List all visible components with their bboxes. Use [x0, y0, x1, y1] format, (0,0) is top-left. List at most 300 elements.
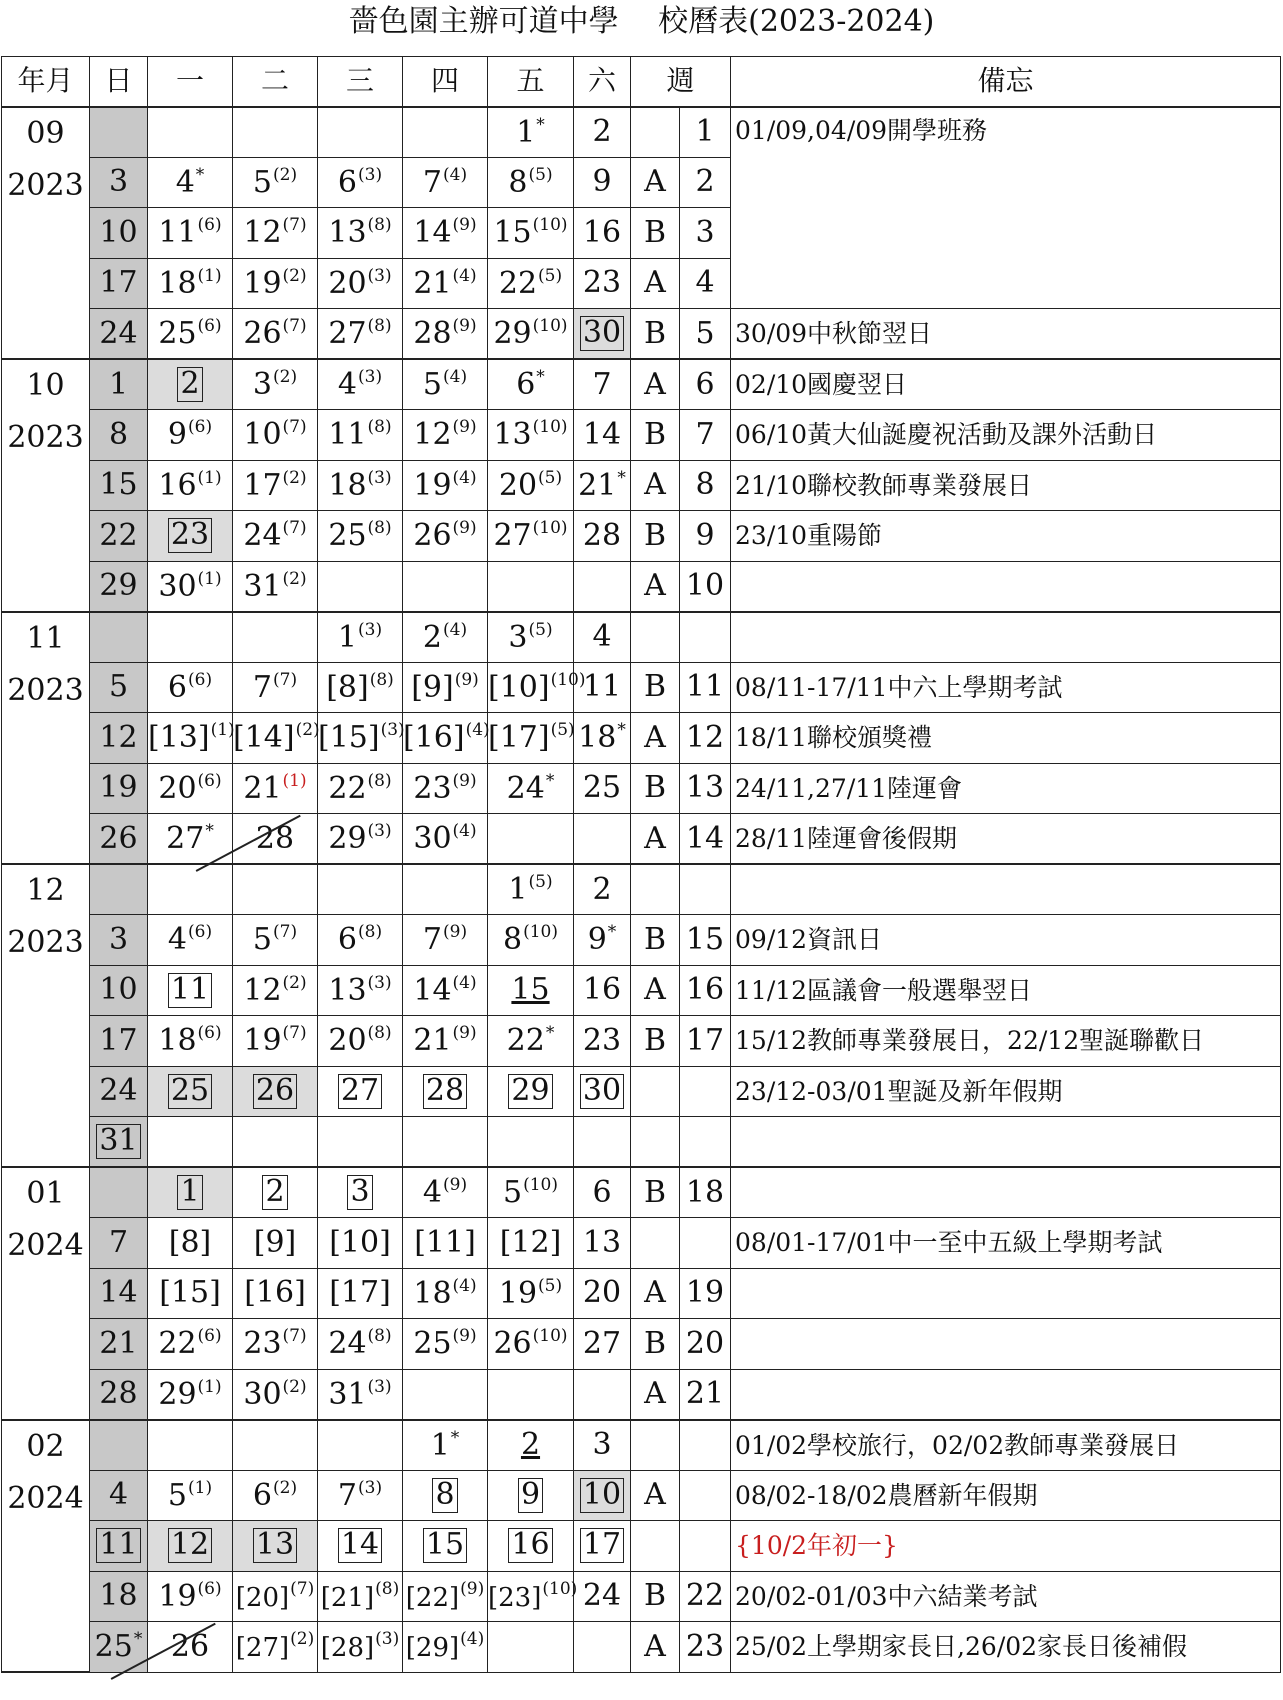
day-number: 10: [99, 214, 138, 250]
week-row: [2, 460, 1281, 511]
day-marker: (3): [367, 265, 392, 286]
day-cell-sat: [574, 1319, 631, 1370]
week-number: 15: [680, 915, 731, 966]
day-cell-sun: [90, 410, 148, 461]
day-cell-thu: [403, 1218, 488, 1269]
day-marker: (8): [358, 922, 383, 943]
day-marker: (10): [532, 1326, 568, 1347]
day-cell-wed: [318, 561, 403, 612]
day-cell-mon: [148, 864, 233, 915]
year-label: 2023: [7, 420, 84, 455]
remark-cell: 11/12區議會一般選舉翌日: [731, 965, 1281, 1016]
remark-cell: 01/02學校旅行，02/02教師專業發展日: [731, 1420, 1281, 1471]
day-cell-sat: [574, 1268, 631, 1319]
day-cell-wed: [318, 1622, 403, 1673]
day-cell-mon: [148, 662, 233, 713]
day-cell-sun: [90, 1268, 148, 1319]
week-row: [2, 1117, 1281, 1168]
day-cell-fri: [488, 713, 574, 764]
day-marker: (10): [523, 922, 558, 943]
day-cell-thu: [403, 157, 488, 208]
day-marker: (4): [452, 467, 477, 488]
day-cell-wed: [318, 965, 403, 1016]
day-cell-fri: [488, 1571, 578, 1622]
day-cell-mon: [148, 1420, 233, 1471]
day-number: 27: [338, 1074, 382, 1109]
day-cell-wed: [318, 1521, 403, 1572]
day-marker: (9): [454, 669, 479, 690]
week-number: 21: [680, 1369, 731, 1420]
day-marker: (10): [532, 316, 568, 336]
day-cell-thu: [403, 915, 488, 966]
week-row: [2, 561, 1281, 612]
day-marker: (2): [282, 568, 307, 589]
day-marker: (2): [273, 367, 298, 387]
day-number: 2: [592, 114, 612, 149]
day-number: 31: [243, 568, 282, 604]
day-marker: *: [545, 770, 555, 791]
day-marker: (5): [528, 872, 553, 892]
remark-cell: [731, 1117, 1281, 1168]
day-cell-thu: [403, 410, 488, 461]
day-cell-thu: [403, 1319, 488, 1370]
day-number: 4: [108, 1477, 129, 1513]
day-number: 10: [580, 1478, 624, 1513]
day-cell-mon: [148, 763, 233, 814]
day-cell-sun: [90, 460, 148, 511]
day-number: 3: [108, 921, 129, 957]
day-marker: (6): [197, 215, 222, 236]
day-marker: (2): [290, 1629, 315, 1650]
day-cell-fri: [488, 561, 574, 612]
day-cell-mon: [148, 410, 233, 461]
week-row: [2, 1420, 1281, 1471]
week-number: 19: [680, 1268, 731, 1319]
day-number: [21]: [320, 1582, 375, 1613]
day-number: 21: [99, 1325, 138, 1361]
day-number: 5: [503, 1175, 523, 1210]
day-cell-mon: [148, 1016, 233, 1067]
day-cell-mon: [148, 1319, 233, 1370]
day-marker: (2): [295, 720, 320, 741]
day-number: 24: [99, 315, 138, 351]
month-cell: [2, 359, 90, 612]
day-cell-tue: [233, 1167, 318, 1218]
day-cell-thu: [403, 1622, 488, 1673]
day-cell-mon: [148, 359, 233, 410]
day-number: 26: [99, 820, 138, 856]
day-cell-thu: [403, 1066, 488, 1117]
day-cell-tue: [233, 511, 318, 562]
cycle-cell: A: [631, 460, 680, 511]
day-cell-sun: [90, 864, 148, 915]
day-cell-sun: [90, 662, 148, 713]
week-row: [2, 1218, 1281, 1269]
day-cell-sun: [90, 1470, 148, 1521]
day-cell-tue: [233, 107, 318, 158]
day-number: 16: [582, 214, 622, 250]
cycle-cell: [631, 1117, 680, 1168]
day-marker: (5): [538, 1275, 563, 1296]
day-marker: *: [545, 1023, 555, 1044]
day-cell-sun: [90, 107, 148, 158]
month-cell: [2, 612, 90, 865]
day-cell-wed: [318, 1268, 403, 1319]
day-number: 17: [99, 1022, 138, 1058]
week-row: [2, 410, 1281, 461]
header-fri: 五: [488, 57, 574, 107]
day-cell-mon: [148, 1521, 233, 1572]
day-cell-fri: [488, 460, 574, 511]
day-cell-sat: [574, 1470, 631, 1521]
remark-cell: [731, 612, 1281, 663]
day-number: 12: [243, 972, 282, 1008]
day-number: 19: [99, 770, 138, 806]
day-number: 2: [422, 619, 442, 655]
day-marker: (9): [443, 922, 468, 943]
day-marker: (9): [452, 1023, 477, 1044]
cycle-cell: A: [631, 1470, 680, 1521]
week-row: [2, 965, 1281, 1016]
cycle-cell: [631, 1218, 680, 1269]
day-number: 13: [253, 1528, 297, 1563]
day-cell-sun: [90, 1218, 148, 1269]
day-number: 14: [338, 1528, 382, 1563]
day-cell-sat: [574, 511, 631, 562]
day-number: 9: [518, 1478, 543, 1513]
month-label: 12: [26, 873, 65, 908]
day-number: 22: [158, 1326, 197, 1362]
day-number: [8]: [168, 1224, 212, 1260]
day-number: 13: [328, 215, 367, 251]
day-cell-tue: [233, 1622, 318, 1673]
day-cell-thu: [403, 713, 488, 764]
remark-cell: [731, 864, 1281, 915]
day-cell-wed: [318, 1369, 403, 1420]
day-cell-thu: [403, 1470, 488, 1521]
year-label: 2023: [7, 672, 84, 708]
day-cell-wed: [318, 763, 403, 814]
day-cell-thu: [403, 1167, 488, 1218]
day-cell-sat: [574, 460, 631, 511]
day-cell-thu: [403, 662, 488, 713]
day-number: 27: [493, 518, 532, 554]
remark-cell: {10/2年初一}: [731, 1521, 1281, 1572]
day-cell-thu: [403, 864, 488, 915]
week-row: [2, 1066, 1281, 1117]
week-number: 1: [680, 107, 731, 158]
week-number: [680, 1218, 731, 1269]
day-cell-wed: [318, 460, 403, 511]
day-number: 23: [582, 1022, 622, 1058]
day-cell-wed: [318, 1117, 403, 1168]
day-number: 15: [99, 467, 138, 503]
day-number: 24: [506, 770, 545, 806]
week-number: 4: [680, 258, 731, 309]
day-cell-thu: [403, 1571, 488, 1622]
day-cell-tue: [233, 1218, 318, 1269]
day-cell-tue: [233, 915, 318, 966]
day-marker: (4): [452, 821, 477, 841]
day-cell-wed: [318, 612, 403, 663]
day-cell-thu: [403, 1521, 488, 1572]
cycle-cell: B: [631, 1319, 680, 1370]
day-cell-sat: [574, 157, 631, 208]
remark-cell: 23/10重陽節: [731, 511, 1281, 562]
day-number: 20: [498, 467, 538, 503]
day-cell-wed: [318, 1218, 403, 1269]
day-number: 13: [328, 972, 367, 1008]
day-cell-thu: [403, 1420, 488, 1471]
day-cell-sat: [574, 1571, 631, 1622]
day-cell-mon: [148, 1066, 233, 1117]
day-cell-wed: [318, 814, 403, 865]
day-marker: (7): [273, 922, 298, 943]
day-cell-wed: [318, 511, 403, 562]
day-number: [12]: [499, 1224, 562, 1260]
day-number: 21: [578, 467, 617, 503]
day-cell-mon: [148, 1268, 233, 1319]
day-cell-thu: [403, 1117, 488, 1168]
remark-cell: 09/12資訊日: [731, 915, 1281, 966]
week-number: [680, 612, 731, 663]
day-number: 30: [413, 821, 452, 856]
day-number: 17: [99, 265, 138, 301]
day-number: 25: [582, 770, 622, 806]
week-number: [680, 1521, 731, 1572]
day-marker: (9): [460, 1578, 485, 1599]
cycle-cell: B: [631, 915, 680, 966]
day-cell-fri: [488, 1268, 574, 1319]
day-marker: (9): [452, 770, 477, 791]
week-row: [2, 1369, 1281, 1420]
week-number: 22: [680, 1571, 731, 1622]
day-cell-sun: [90, 1016, 148, 1067]
week-number: 13: [680, 763, 731, 814]
day-number: [11]: [414, 1224, 476, 1260]
day-marker: (9): [452, 417, 477, 438]
page-title: 嗇色園主辦可道中學 校曆表(2023-2024): [348, 4, 935, 39]
week-row: [2, 763, 1281, 814]
day-cell-sat: [574, 1218, 631, 1269]
day-number: 3: [347, 1175, 372, 1210]
cycle-cell: B: [631, 1167, 680, 1218]
year-label: 2024: [7, 1480, 84, 1516]
remark-cell: 24/11,27/11陸運會: [731, 763, 1281, 814]
week-row: [2, 915, 1281, 966]
day-cell-tue: [233, 1319, 318, 1370]
day-number: 17: [243, 467, 282, 503]
day-marker: (7): [282, 316, 307, 336]
day-marker: (6): [197, 1326, 222, 1347]
remark-cell: 08/11-17/11中六上學期考試: [731, 662, 1281, 713]
day-number: 14: [413, 972, 452, 1008]
day-cell-thu: [403, 208, 488, 259]
day-cell-sun: [90, 763, 148, 814]
day-cell-sat: [574, 561, 631, 612]
cycle-cell: [631, 612, 680, 663]
day-cell-tue: [233, 612, 318, 663]
day-marker: (8): [369, 669, 394, 690]
week-number: [680, 1470, 731, 1521]
day-marker: (9): [452, 518, 477, 539]
remark-cell: [731, 1167, 1281, 1218]
day-number: [20]: [235, 1582, 290, 1613]
day-cell-sun: [90, 1369, 148, 1420]
day-number: [17]: [329, 1275, 391, 1311]
cycle-cell: [631, 864, 680, 915]
day-number: 15: [511, 972, 550, 1008]
week-row: [2, 1319, 1281, 1370]
day-marker: (1): [282, 770, 307, 791]
day-cell-tue: [233, 1016, 318, 1067]
day-cell-sat: [574, 107, 631, 158]
day-marker: (3): [358, 1477, 383, 1498]
day-number: 29: [328, 821, 367, 856]
day-cell-sat: [574, 1521, 631, 1572]
day-cell-fri: [488, 915, 574, 966]
day-cell-sun: [90, 1167, 148, 1218]
day-number: [8]: [326, 669, 369, 705]
day-cell-fri: [488, 1420, 574, 1471]
day-marker: (2): [273, 1477, 298, 1498]
day-cell-tue: [233, 1117, 318, 1168]
day-number: 29: [508, 1074, 552, 1109]
day-cell-sun: [90, 713, 148, 764]
day-number: 6: [337, 922, 357, 958]
week-number: 20: [680, 1319, 731, 1370]
day-cell-sun: [90, 1319, 148, 1370]
day-marker: (3): [367, 972, 392, 993]
day-number: 8: [503, 922, 523, 958]
day-cell-fri: [488, 359, 574, 410]
remark-cell: 18/11聯校頒獎禮: [731, 713, 1281, 764]
day-number: 13: [582, 1224, 622, 1260]
day-cell-fri: [488, 864, 574, 915]
remark-cell: 25/02上學期家長日,26/02家長日後補假: [731, 1622, 1281, 1673]
day-marker: (5): [538, 265, 563, 286]
day-number: 24: [328, 1326, 367, 1362]
month-label: 09: [26, 115, 65, 151]
week-number: 3: [680, 208, 731, 259]
day-marker: (6): [197, 316, 222, 336]
day-number: 21: [243, 770, 282, 806]
month-cell: [2, 864, 90, 1167]
day-number: 11: [168, 973, 212, 1008]
day-number: 10: [243, 417, 282, 453]
cycle-cell: [631, 1420, 680, 1471]
day-cell-mon: [148, 309, 233, 360]
day-cell-tue: [233, 460, 318, 511]
day-number: [29]: [405, 1633, 460, 1664]
day-cell-sat: [574, 1420, 631, 1471]
day-cell-fri: [488, 309, 574, 360]
day-cell-fri: [488, 814, 574, 865]
day-cell-sun: [90, 208, 148, 259]
week-row: [2, 1622, 1281, 1673]
day-marker: (8): [367, 417, 392, 438]
day-number: 25: [94, 1629, 133, 1665]
day-number: 30: [580, 316, 624, 351]
day-cell-tue: [233, 1470, 318, 1521]
day-cell-wed: [318, 1167, 403, 1218]
day-number: 18: [328, 467, 367, 503]
cycle-cell: B: [631, 309, 680, 360]
week-row: [2, 107, 1281, 158]
day-number: 5: [108, 669, 129, 705]
day-marker: (6): [188, 669, 213, 690]
day-number: 10: [99, 972, 138, 1008]
week-row: [2, 359, 1281, 410]
day-number: 19: [413, 467, 452, 503]
week-number: [680, 1117, 731, 1168]
day-cell-sat: [574, 1369, 631, 1420]
day-marker: *: [536, 367, 545, 387]
header-thu: 四: [403, 57, 488, 107]
remark-cell: 06/10黃大仙誕慶祝活動及課外活動日: [731, 410, 1281, 461]
month-label: 02: [26, 1428, 65, 1464]
day-marker: (10): [550, 669, 586, 690]
day-number: 7: [422, 922, 442, 958]
day-number: 7: [252, 669, 272, 705]
day-cell-mon: [148, 713, 233, 764]
remark-cell: 20/02-01/03中六結業考試: [731, 1571, 1281, 1622]
day-cell-tue: [233, 713, 318, 764]
day-cell-fri: [488, 1117, 574, 1168]
day-cell-tue: [233, 258, 318, 309]
day-cell-mon: [148, 208, 233, 259]
cycle-cell: A: [631, 157, 680, 208]
day-marker: (8): [367, 215, 392, 236]
week-row: [2, 309, 1281, 360]
remark-cell: 15/12教師專業發展日，22/12聖誕聯歡日: [731, 1016, 1281, 1067]
day-cell-wed: [318, 1571, 403, 1622]
day-cell-sun: [90, 1571, 148, 1622]
day-cell-sat: [574, 965, 631, 1016]
day-cell-wed: [318, 864, 403, 915]
week-number: 2: [680, 157, 731, 208]
day-marker: (4): [452, 265, 477, 286]
month-label: 10: [26, 368, 65, 403]
day-cell-tue: [233, 410, 318, 461]
day-marker: (2): [282, 467, 307, 488]
day-cell-wed: [318, 1319, 403, 1370]
cycle-cell: A: [631, 713, 680, 764]
day-cell-tue: [233, 359, 318, 410]
day-cell-thu: [403, 1016, 488, 1067]
day-cell-tue: [233, 157, 318, 208]
day-number: 26: [413, 518, 452, 554]
day-number: 22: [99, 517, 138, 553]
day-marker: (5): [550, 720, 575, 741]
remark-cell: 08/01-17/01中一至中五級上學期考試: [731, 1218, 1281, 1269]
day-number: 27: [328, 316, 367, 351]
week-number: 12: [680, 713, 731, 764]
day-number: 7: [592, 366, 612, 402]
day-number: [10]: [488, 669, 550, 705]
day-cell-fri: [488, 1622, 574, 1673]
day-cell-sun: [90, 359, 148, 410]
day-marker: (4): [452, 972, 477, 993]
day-number: 29: [99, 568, 138, 603]
school-calendar-table: [1, 56, 1281, 1673]
day-number: 31: [96, 1124, 140, 1159]
day-number: [9]: [253, 1224, 297, 1260]
day-number: 4: [592, 619, 612, 654]
cycle-cell: [631, 107, 680, 158]
day-marker: (2): [282, 265, 307, 286]
week-number: 10: [680, 561, 731, 612]
